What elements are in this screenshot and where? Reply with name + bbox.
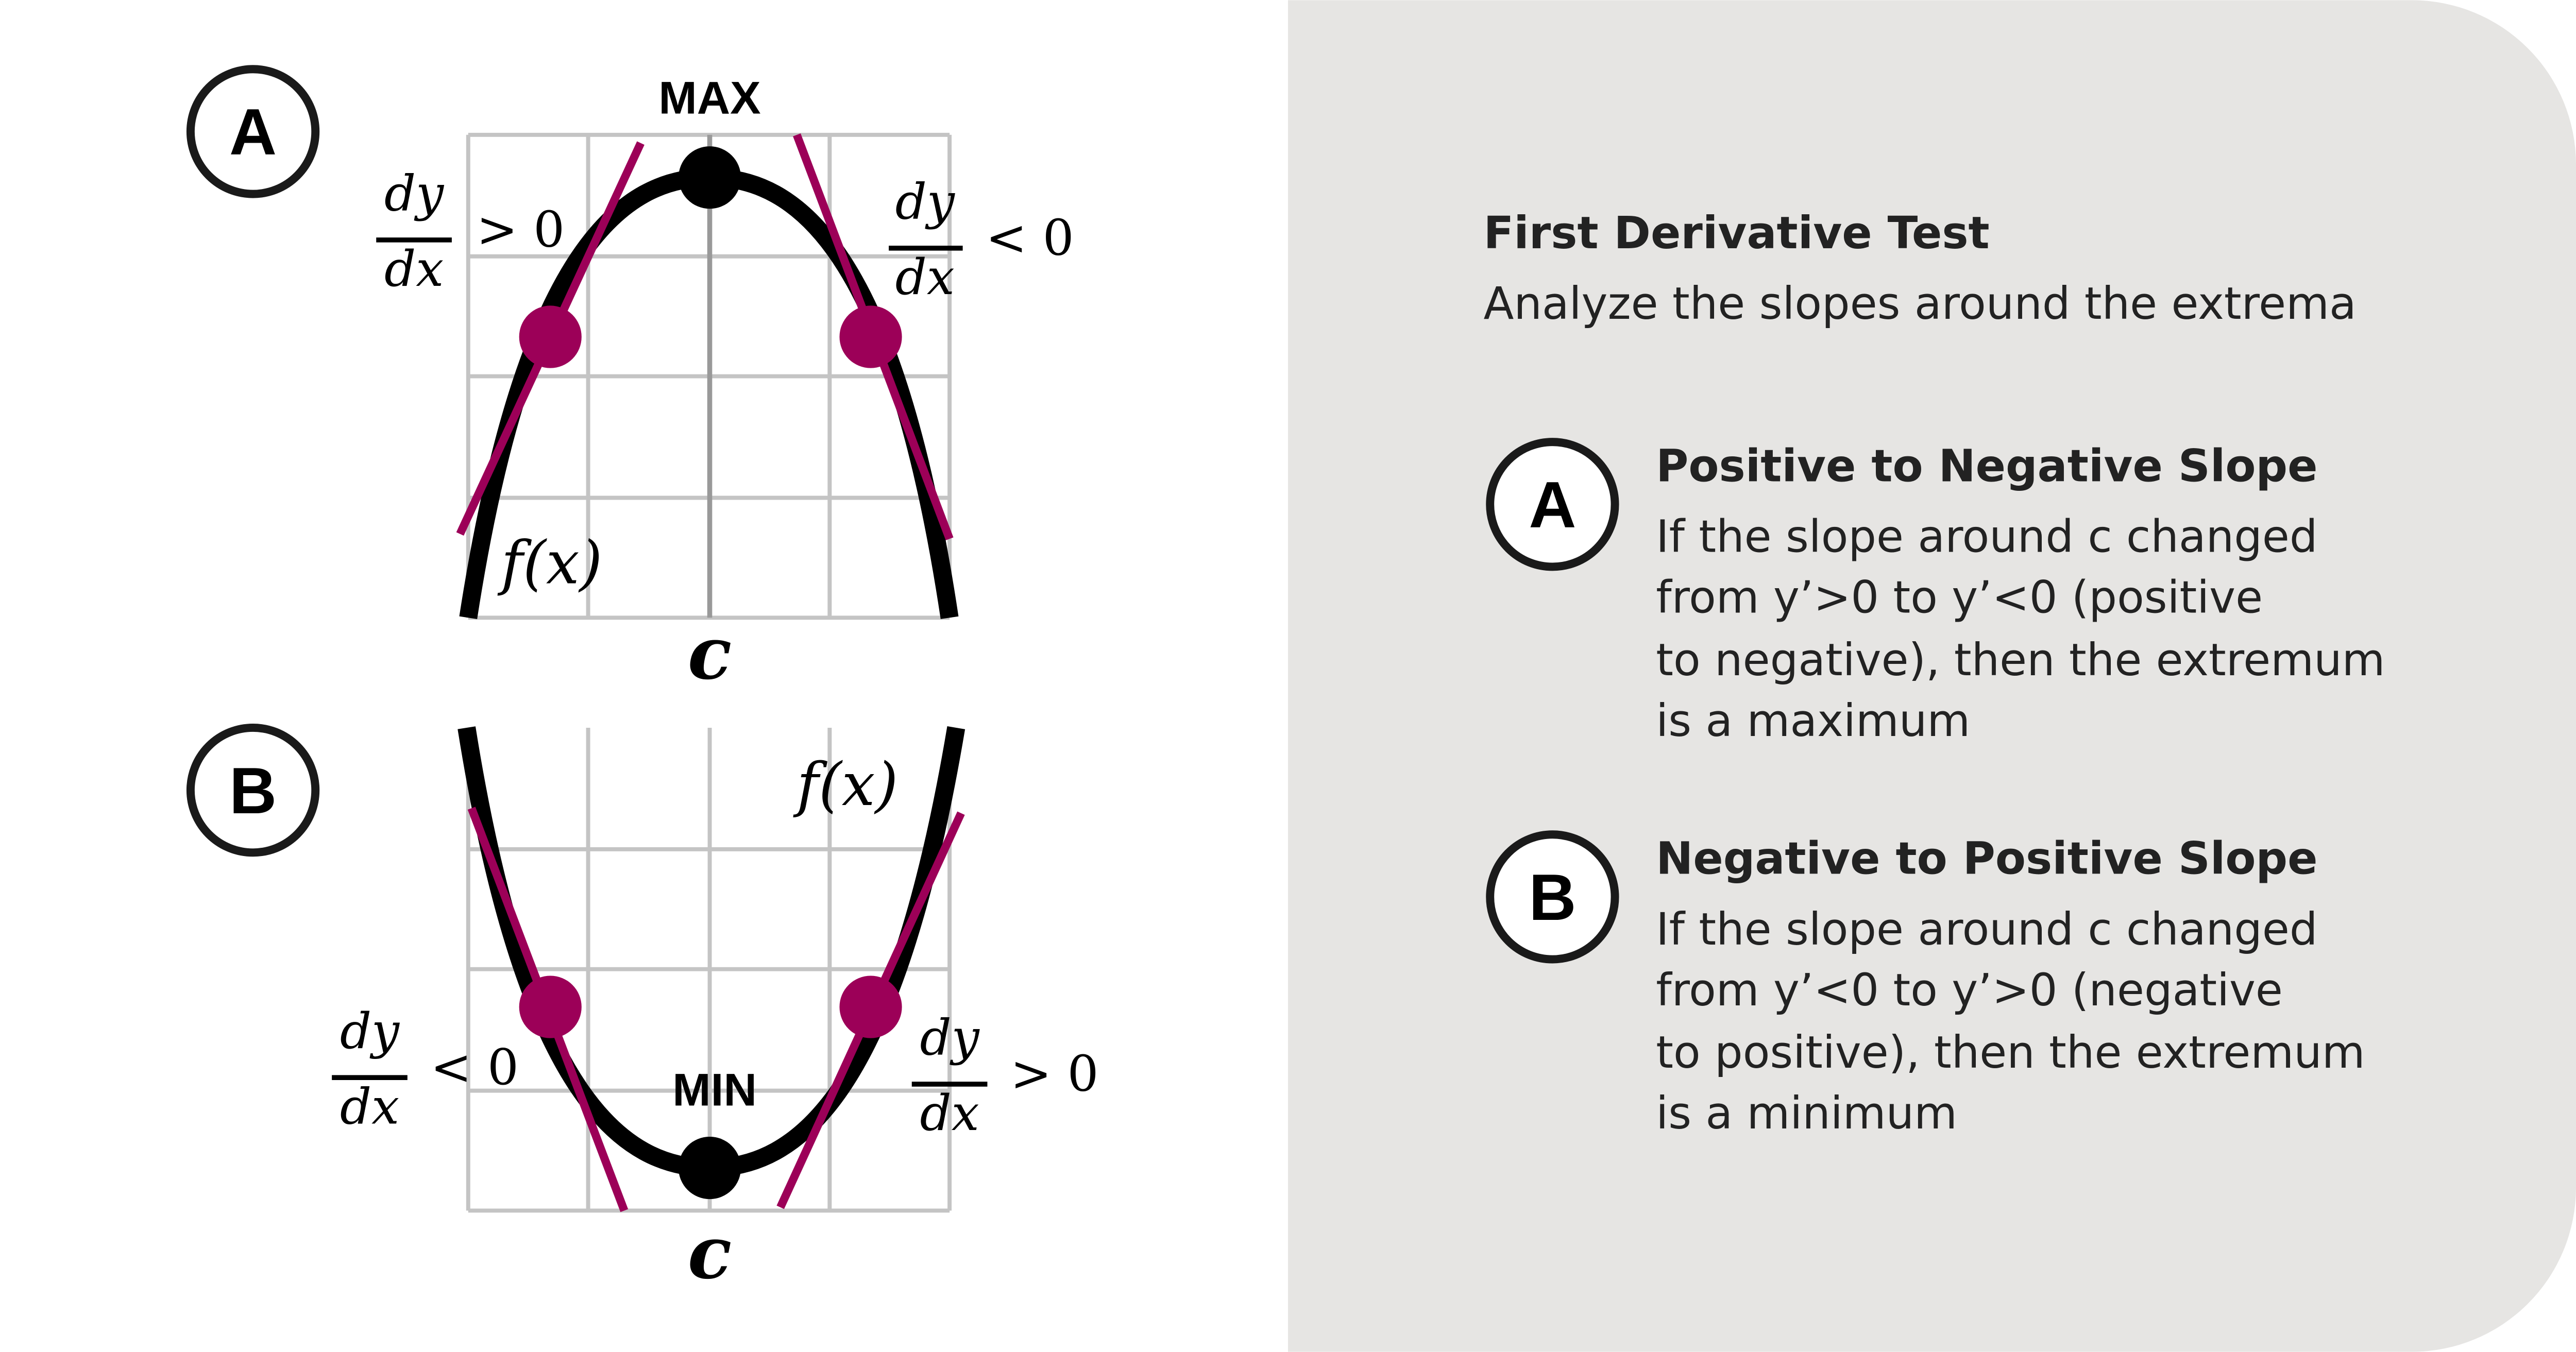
badge-a-label: A	[229, 96, 277, 169]
rel-left-b: < 0	[430, 1038, 519, 1096]
panel-title: First Derivative Test	[1483, 207, 1990, 259]
dx-left-a: dx	[384, 240, 444, 298]
panel-item-b-heading: Negative to Positive Slope	[1656, 833, 2318, 885]
panel-item-a-line: from y’>0 to y’<0 (positive	[1656, 572, 2263, 624]
function-label-a: f(x)	[501, 528, 603, 598]
dy-left-b: dy	[340, 1002, 400, 1060]
min-point	[679, 1137, 741, 1199]
dy-right-b: dy	[920, 1008, 979, 1067]
badge-b-label: B	[229, 754, 277, 828]
c-label-a: c	[687, 611, 732, 696]
diagram-a	[191, 69, 1074, 696]
dy-right-a: dy	[895, 173, 955, 231]
dx-right-b: dx	[920, 1084, 979, 1142]
panel-item-b-line: to positive), then the extremum	[1656, 1027, 2365, 1079]
point-right-b	[839, 976, 902, 1038]
max-point	[679, 146, 741, 209]
panel-item-b-line: is a minimum	[1656, 1088, 1958, 1140]
point-left-a	[519, 305, 582, 368]
panel-badge-a-label: A	[1529, 468, 1577, 542]
panel-item-a-line: is a maximum	[1656, 695, 1971, 747]
panel-item-a-heading: Positive to Negative Slope	[1656, 440, 2318, 492]
panel-badge-b-label: B	[1529, 861, 1577, 935]
panel-item-b-line: from y’<0 to y’>0 (negative	[1656, 964, 2283, 1016]
point-left-b	[519, 976, 582, 1038]
max-label: MAX	[658, 72, 761, 124]
diagram-b	[191, 728, 1099, 1295]
panel-item-a-line: to negative), then the extremum	[1656, 634, 2385, 686]
point-right-a	[839, 305, 902, 368]
panel-item-a-line: If the slope around c changed	[1656, 511, 2318, 563]
dy-left-a: dy	[384, 164, 444, 223]
rel-right-a: < 0	[986, 209, 1074, 267]
c-label-b: c	[687, 1210, 732, 1296]
min-label: MIN	[672, 1064, 757, 1116]
function-label-b: f(x)	[796, 750, 899, 819]
rel-right-b: > 0	[1010, 1045, 1099, 1103]
rel-left-a: > 0	[476, 200, 565, 259]
dx-left-b: dx	[340, 1077, 400, 1136]
panel-item-b-line: If the slope around c changed	[1656, 903, 2318, 955]
panel-subtitle: Analyze the slopes around the extrema	[1483, 278, 2357, 330]
dx-right-a: dx	[895, 248, 955, 306]
